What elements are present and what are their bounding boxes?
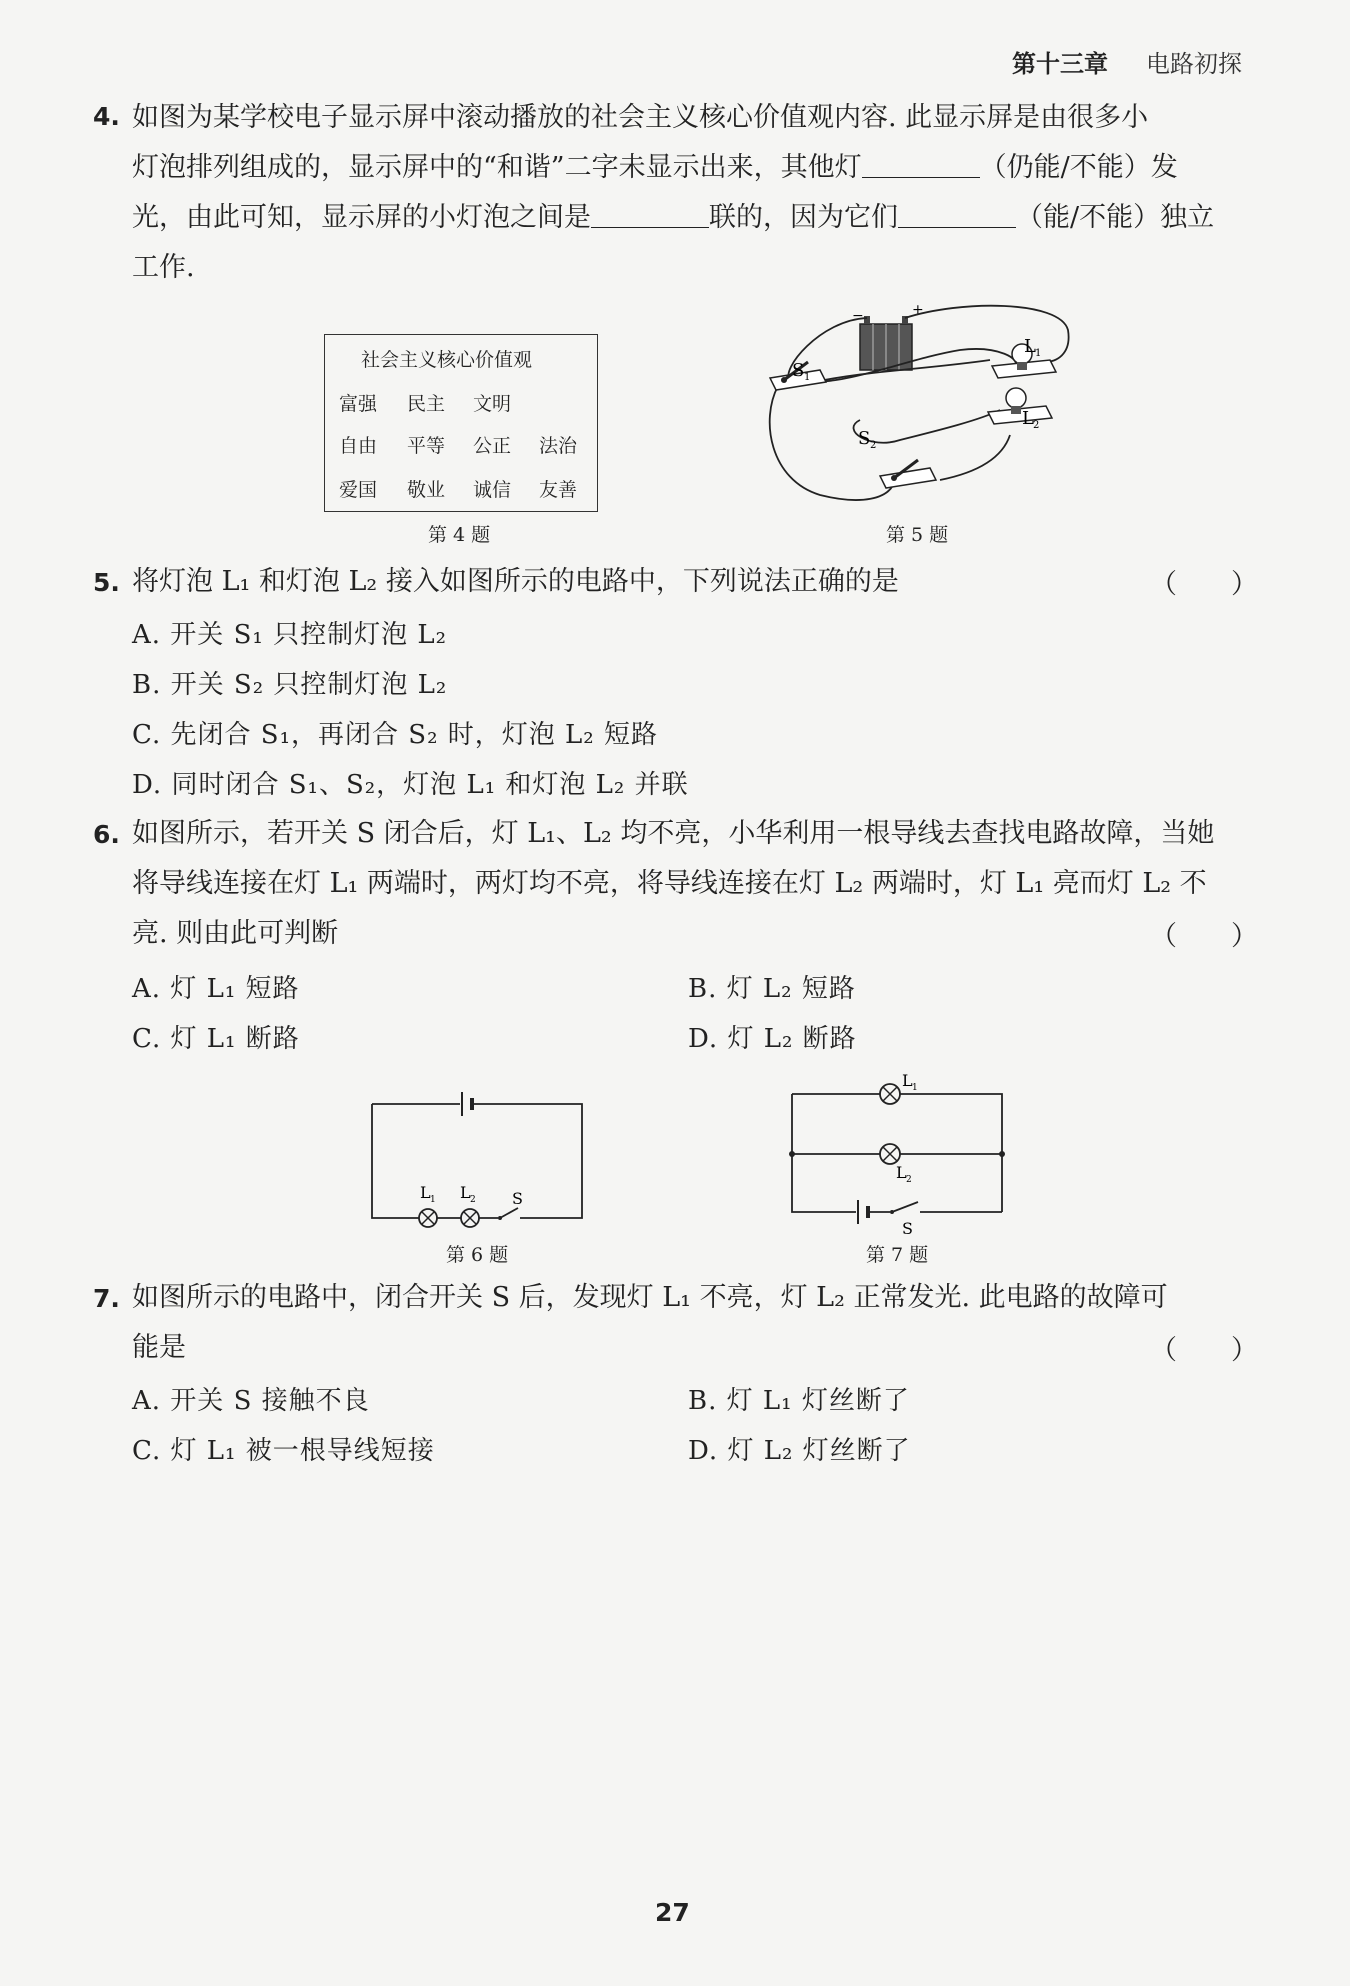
chapter-label: 第十三章 [1012,50,1108,78]
lamp-l2-icon [880,1144,900,1164]
value-item: 敬业 [407,479,446,501]
option-d[interactable]: D. 灯 L₂ 断路 [688,1024,857,1054]
label-s: S [512,1189,523,1208]
switch-s-icon [890,1202,918,1214]
question-text-line: 如图为某学校电子显示屏中滚动播放的社会主义核心价值观内容. 此显示屏是由很多小 [132,102,1149,133]
label-l1-sub: 1 [430,1195,436,1205]
wire [900,1094,1002,1212]
answer-blank[interactable] [591,199,709,228]
answer-blank[interactable] [898,199,1016,228]
question-text-line [132,148,1178,188]
option-a[interactable]: A. 开关 S 接触不良 [132,1386,370,1416]
switch-s2-icon [880,460,936,488]
option-d[interactable]: D. 灯 L₂ 灯丝断了 [688,1436,911,1466]
label-l1: L [902,1071,913,1090]
question-text-line [132,198,1214,238]
label-l2-sub: 2 [906,1175,912,1185]
option-b[interactable]: B. 灯 L₁ 灯丝断了 [688,1386,910,1416]
figure-7-circuit [780,1070,1020,1240]
question-text: 光，由此可知，显示屏的小灯泡之间是 [132,202,591,233]
switch-s-icon [498,1208,518,1220]
lamp-l1-icon [880,1084,900,1104]
figure-caption: 第 4 题 [428,524,491,546]
answer-paren[interactable]: （ ） [1150,569,1258,600]
figure-5-circuit [760,300,1080,515]
question-text-line: 将导线连接在灯 L₁ 两端时，两灯均不亮，将导线连接在灯 L₂ 两端时，灯 L₁ 亮而灯 L₂ 不 [132,868,1207,899]
value-item: 诚信 [473,479,512,501]
option-b[interactable]: B. 灯 L₂ 短路 [688,974,856,1004]
label-l1: L [1024,336,1036,357]
answer-paren[interactable]: （ ） [1150,1335,1258,1366]
label-l2: L [460,1183,471,1202]
value-item: 公正 [473,435,512,457]
lamp-l1-icon [419,1209,437,1227]
label-s1-sub: 1 [804,372,811,383]
label-s2-sub: 2 [870,440,877,451]
battery-icon [858,1200,868,1224]
figure-4-core-values-box [324,334,598,512]
wire [792,1094,856,1212]
question-text: （能/不能）独立 [1016,202,1215,233]
battery-icon [860,316,912,370]
option-c[interactable]: C. 先闭合 S₁，再闭合 S₂ 时，灯泡 L₂ 短路 [132,720,658,750]
wire [372,1104,420,1218]
question-text-line: 能是 [132,1332,186,1363]
junction-dot [789,1151,795,1157]
battery-minus: − [852,308,864,324]
option-c[interactable]: C. 灯 L₁ 被一根导线短接 [132,1436,435,1466]
lamp-l2-icon [461,1209,479,1227]
figure-caption: 第 7 题 [866,1244,929,1266]
box-title: 社会主义核心价值观 [361,349,533,371]
label-s: S [902,1219,913,1238]
value-item: 民主 [407,393,446,415]
page-number: 27 [655,1898,690,1927]
question-text: 灯泡排列组成的，显示屏中的“和谐”二字未显示出来，其他灯 [132,152,862,183]
question-text-line: 如图所示，若开关 S 闭合后，灯 L₁、L₂ 均不亮，小华利用一根导线去查找电路故障，当她 [132,818,1215,849]
option-c[interactable]: C. 灯 L₁ 断路 [132,1024,300,1054]
value-item: 友善 [539,479,578,501]
label-l1-sub: 1 [912,1083,918,1093]
option-b[interactable]: B. 开关 S₂ 只控制灯泡 L₂ [132,670,448,700]
label-s1: S [792,360,805,381]
label-l2: L [896,1163,907,1182]
value-item: 平等 [407,435,446,457]
option-a[interactable]: A. 灯 L₁ 短路 [132,974,300,1004]
question-text: 联的，因为它们 [709,202,898,233]
label-s2: S [858,428,871,449]
question-number: 7. [93,1284,120,1313]
label-l1-sub: 1 [1035,348,1042,359]
figure-6-circuit [360,1080,600,1230]
junction-dot [999,1151,1005,1157]
battery-icon [462,1092,472,1116]
label-l2-sub: 2 [470,1195,476,1205]
figure-caption: 第 5 题 [886,524,949,546]
label-l2-sub: 2 [1033,420,1040,431]
wire [474,1104,582,1218]
question-number: 4. [93,102,120,131]
chapter-title: 电路初探 [1146,50,1242,78]
question-text: （仍能/不能）发 [979,152,1178,183]
question-text-line: 如图所示的电路中，闭合开关 S 后，发现灯 L₁ 不亮，灯 L₂ 正常发光. 此电路的故障可 [132,1282,1168,1313]
value-item: 法治 [539,435,578,457]
value-item: 爱国 [339,479,378,501]
option-d[interactable]: D. 同时闭合 S₁、S₂，灯泡 L₁ 和灯泡 L₂ 并联 [132,770,689,800]
question-text-line: 工作. [132,252,195,283]
bulb-l2-icon [988,388,1052,424]
question-text-line: 亮. 则由此可判断 [132,918,339,949]
answer-paren[interactable]: （ ） [1150,921,1258,952]
label-l1: L [420,1183,431,1202]
question-number: 6. [93,820,120,849]
question-number: 5. [93,568,120,597]
battery-plus: + [912,302,924,318]
question-text-line: 将灯泡 L₁ 和灯泡 L₂ 接入如图所示的电路中，下列说法正确的是 [132,566,899,597]
figure-caption: 第 6 题 [446,1244,509,1266]
option-a[interactable]: A. 开关 S₁ 只控制灯泡 L₂ [132,620,448,650]
value-item: 自由 [339,435,378,457]
value-item: 富强 [339,393,378,415]
answer-blank[interactable] [862,149,980,178]
value-item: 文明 [473,393,512,415]
label-l2: L [1022,408,1034,429]
